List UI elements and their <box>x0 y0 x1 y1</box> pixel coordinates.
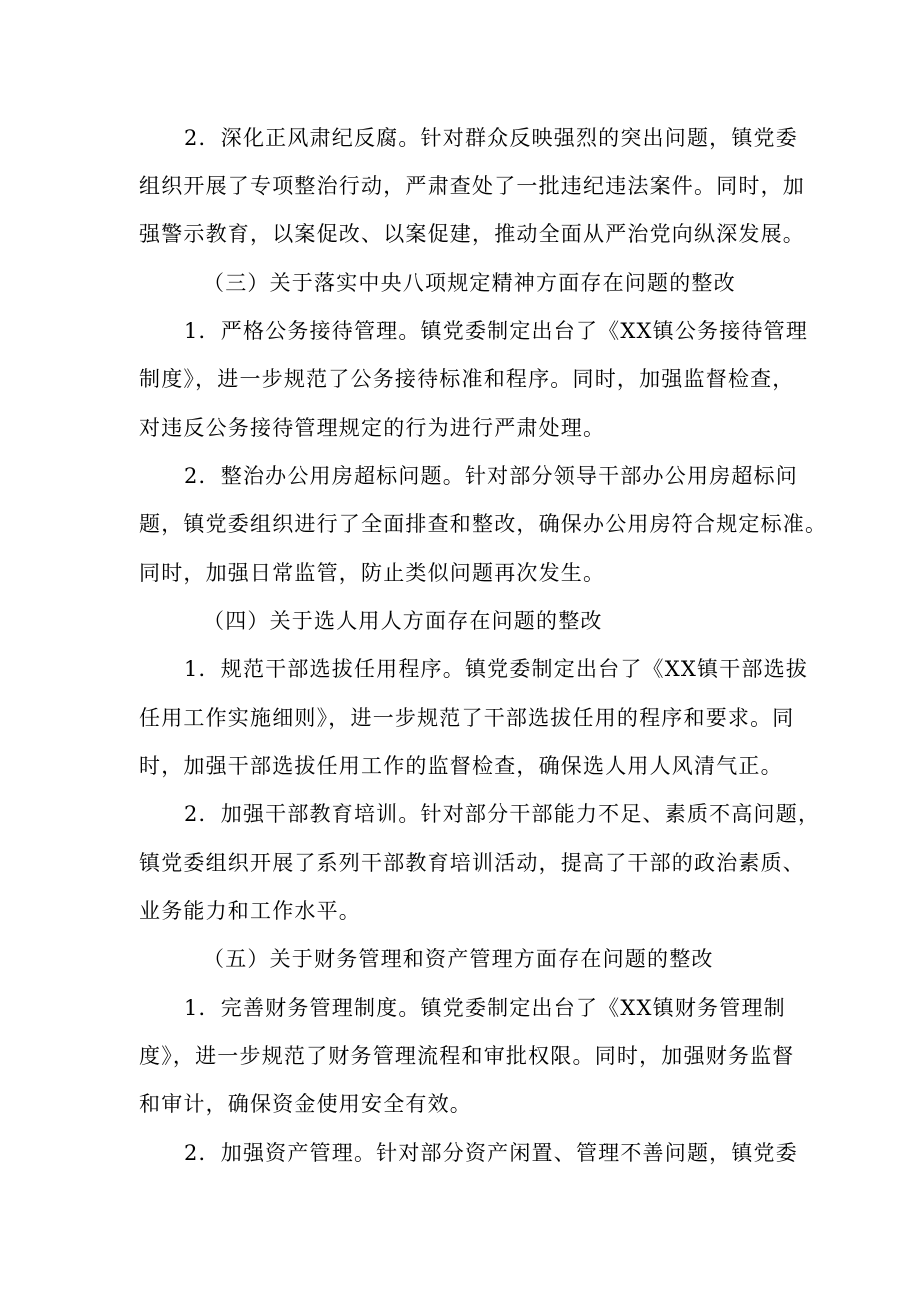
paragraph-line: 时，加强干部选拔任用工作的监督检查，确保选人用人风清气正。 <box>139 754 783 778</box>
paragraph-line: 强警示教育，以案促改、以案促建，推动全面从严治党向纵深发展。 <box>139 222 805 246</box>
paragraph-line: 2．整治办公用房超标问题。针对部分领导干部办公用房超标问 <box>184 464 798 488</box>
section-heading: （四）关于选人用人方面存在问题的整改 <box>203 609 603 633</box>
paragraph-line: 1．完善财务管理制度。镇党委制定出台了《XX镇财务管理制 <box>184 996 786 1020</box>
paragraph-line: 度》，进一步规范了财务管理流程和审批权限。同时，加强财务监督 <box>139 1044 795 1068</box>
paragraph-line: 任用工作实施细则》，进一步规范了干部选拔任用的程序和要求。同 <box>139 706 795 730</box>
paragraph-line: 业务能力和工作水平。 <box>139 899 361 923</box>
paragraph-line: 组织开展了专项整治行动，严肃查处了一批违纪违法案件。同时，加 <box>139 174 805 198</box>
paragraph-line: 2．加强资产管理。针对部分资产闲置、管理不善问题，镇党委 <box>184 1141 798 1165</box>
paragraph-line: 镇党委组织开展了系列干部教育培训活动，提高了干部的政治素质、 <box>139 851 805 875</box>
paragraph-line: 1．规范干部选拔任用程序。镇党委制定出台了《XX镇干部选拔 <box>184 657 809 681</box>
paragraph-line: 1．严格公务接待管理。镇党委制定出台了《XX镇公务接待管理 <box>184 319 809 343</box>
paragraph-line: 题，镇党委组织进行了全面排查和整改，确保办公用房符合规定标准。 <box>139 512 828 536</box>
paragraph-line: 同时，加强日常监管，防止类似问题再次发生。 <box>139 561 606 585</box>
section-heading: （三）关于落实中央八项规定精神方面存在问题的整改 <box>203 271 736 295</box>
paragraph-line: 2．加强干部教育培训。针对部分干部能力不足、素质不高问题， <box>184 802 821 826</box>
paragraph-line: 和审计，确保资金使用安全有效。 <box>139 1092 472 1116</box>
paragraph-line: 2．深化正风肃纪反腐。针对群众反映强烈的突出问题，镇党委 <box>184 126 798 150</box>
paragraph-line: 对违反公务接待管理规定的行为进行严肃处理。 <box>139 416 606 440</box>
section-heading: （五）关于财务管理和资产管理方面存在问题的整改 <box>203 947 714 971</box>
paragraph-line: 制度》，进一步规范了公务接待标准和程序。同时，加强监督检查， <box>139 367 795 391</box>
